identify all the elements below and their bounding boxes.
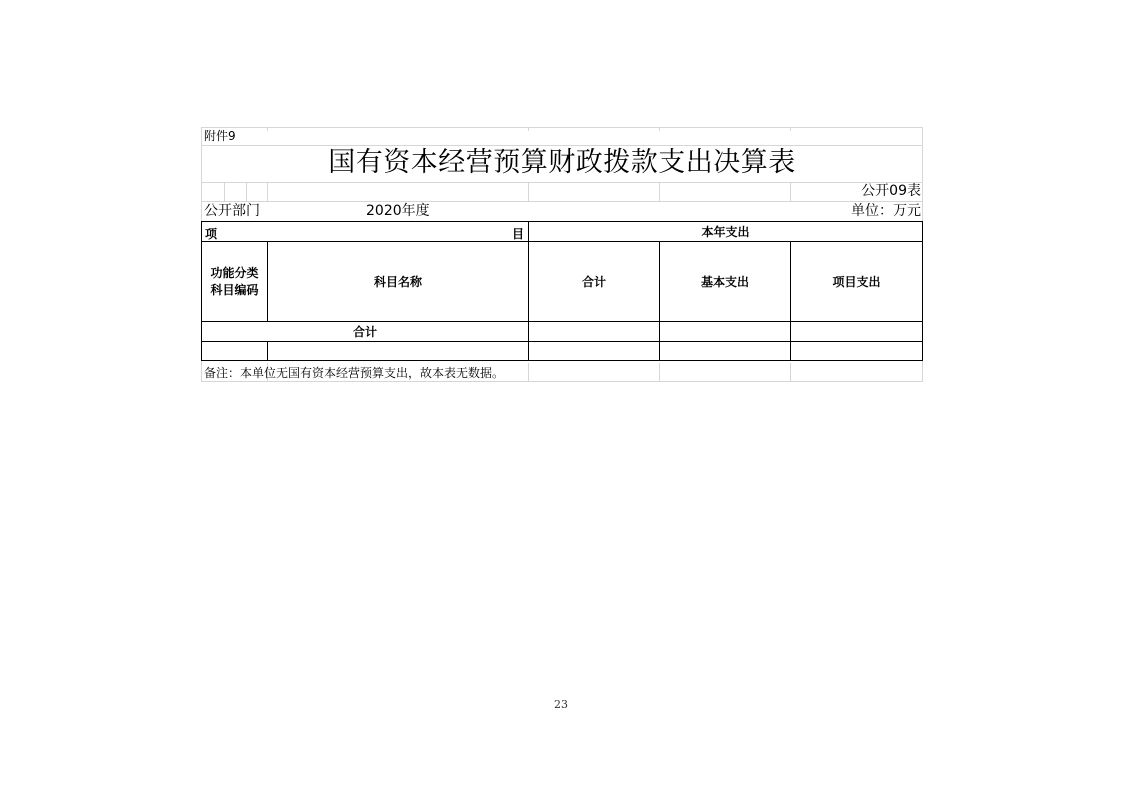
item-label-left: 项: [205, 227, 218, 241]
gridline: [659, 363, 660, 382]
table-row: [202, 342, 923, 361]
gridline: [201, 381, 923, 382]
fiscal-year: 2020年度: [366, 203, 430, 219]
page-number: 23: [554, 698, 568, 711]
gridline: [528, 363, 529, 382]
gridline: [267, 182, 268, 202]
gridline: [528, 127, 529, 131]
gridline: [201, 201, 923, 202]
table-cell: [529, 342, 660, 361]
unit-label: 单位：万元: [851, 203, 921, 219]
table-cell: [791, 322, 923, 342]
gridline: [246, 182, 247, 202]
total-row-label: 合计: [202, 322, 529, 342]
gridline: [201, 127, 923, 128]
total-header: 合计: [529, 242, 660, 322]
gridline: [224, 182, 225, 202]
total-row: [202, 322, 923, 342]
function-code-header: [202, 242, 268, 322]
function-code-line2: 科目编码: [210, 282, 259, 297]
table-note: 备注：本单位无国有资本经营预算支出，故本表无数据。: [204, 366, 505, 380]
current-year-expense-header: 本年支出: [529, 222, 923, 242]
gridline: [659, 182, 660, 202]
gridline: [267, 127, 268, 131]
table-code: 公开09表: [861, 183, 921, 199]
function-code-line1: 功能分类: [210, 265, 259, 280]
gridline: [790, 363, 791, 382]
table-cell: [791, 342, 923, 361]
spreadsheet-page: [201, 127, 923, 382]
gridline: [790, 182, 791, 202]
subject-name-header: 科目名称: [268, 242, 529, 322]
table-cell: [202, 342, 268, 361]
table-cell: [529, 322, 660, 342]
gridline: [528, 182, 529, 202]
gridline: [201, 145, 923, 146]
table-cell: [660, 342, 791, 361]
table-cell: [660, 322, 791, 342]
gridline: [659, 127, 660, 131]
table-subheader-row: [202, 242, 923, 322]
project-expense-header: 项目支出: [791, 242, 923, 322]
expense-table: [201, 221, 923, 361]
gridline: [201, 182, 923, 183]
table-cell: [268, 342, 529, 361]
item-header-cell: [202, 222, 529, 242]
page-title: 国有资本经营预算财政拨款支出决算表: [328, 147, 796, 178]
gridline: [790, 127, 791, 131]
table-header-row: [202, 222, 923, 242]
basic-expense-header: 基本支出: [660, 242, 791, 322]
item-label-right: 目: [511, 227, 524, 241]
attachment-label: 附件9: [204, 129, 236, 143]
department-label: 公开部门: [204, 203, 260, 219]
